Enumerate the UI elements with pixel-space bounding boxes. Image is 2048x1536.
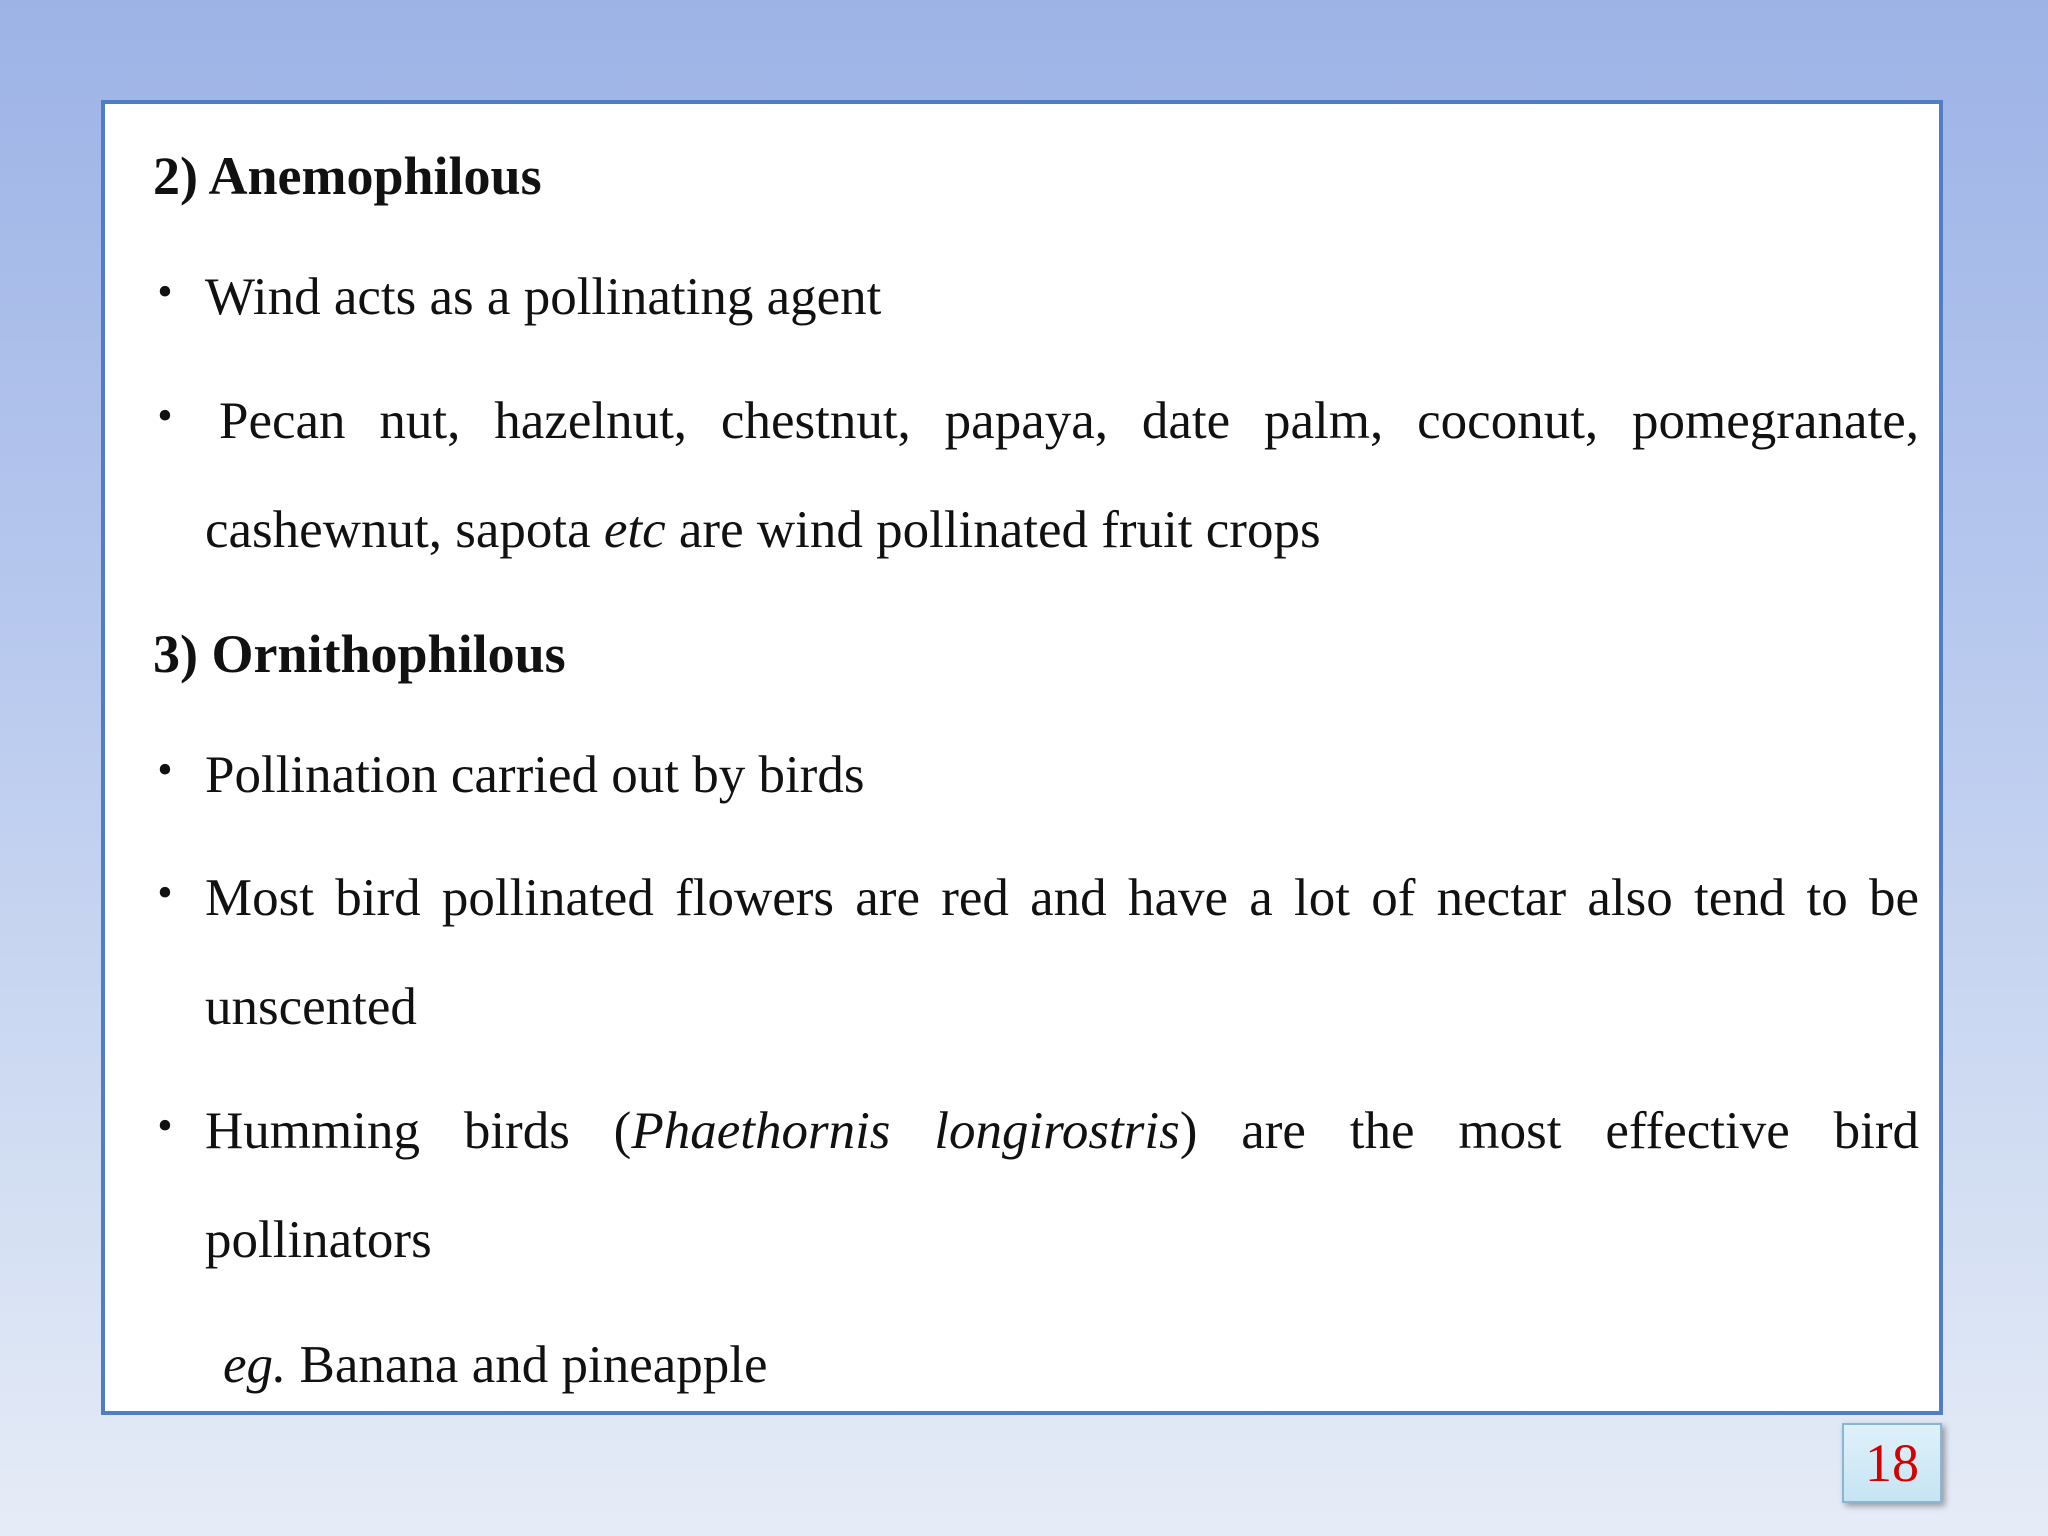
slide-content-frame bbox=[101, 100, 1943, 1415]
text-run: cashewnut, sapota bbox=[205, 500, 604, 559]
bullet-line bbox=[205, 499, 1919, 563]
bullet-line bbox=[205, 1100, 1919, 1164]
bullet-icon: • bbox=[157, 267, 173, 316]
bullet-icon: • bbox=[157, 1101, 173, 1150]
page-number: 18 bbox=[1865, 1433, 1919, 1493]
bullet-icon: • bbox=[157, 745, 173, 794]
bullet-text bbox=[205, 867, 1919, 1039]
bullet-icon: • bbox=[157, 391, 173, 440]
text-run: ) are the most effective bird bbox=[1179, 1102, 1919, 1160]
bullet-line: Pecan nut, hazelnut, chestnut, papaya, date palm, coconut, pomegranate, bbox=[219, 392, 1919, 450]
bullet-text bbox=[205, 390, 1919, 562]
example-line bbox=[223, 1334, 768, 1398]
example-text: Banana and pineapple bbox=[286, 1336, 768, 1394]
bullet-line: unscented bbox=[205, 977, 417, 1036]
italic-text-run: Phaethornis longirostris bbox=[631, 1102, 1180, 1160]
bullet-line: pollinators bbox=[205, 1210, 432, 1269]
bullet-line: Most bird pollinated flowers are red and have a lot of nectar also tend to be bbox=[205, 869, 1919, 927]
section-heading-ornithophilous: 3) Ornithophilous bbox=[153, 624, 566, 684]
page-number-badge bbox=[1842, 1423, 1942, 1503]
bullet-icon: • bbox=[157, 868, 173, 917]
bullet-text: Wind acts as a pollinating agent bbox=[205, 268, 882, 326]
italic-text-run: etc bbox=[603, 500, 666, 559]
text-run: are wind pollinated fruit crops bbox=[665, 500, 1321, 559]
text-run: Humming birds ( bbox=[205, 1102, 632, 1160]
bullet-text bbox=[205, 1100, 1919, 1272]
example-label: eg. bbox=[223, 1336, 287, 1394]
bullet-text: Pollination carried out by birds bbox=[205, 746, 865, 804]
section-heading-anemophilous: 2) Anemophilous bbox=[153, 146, 542, 206]
